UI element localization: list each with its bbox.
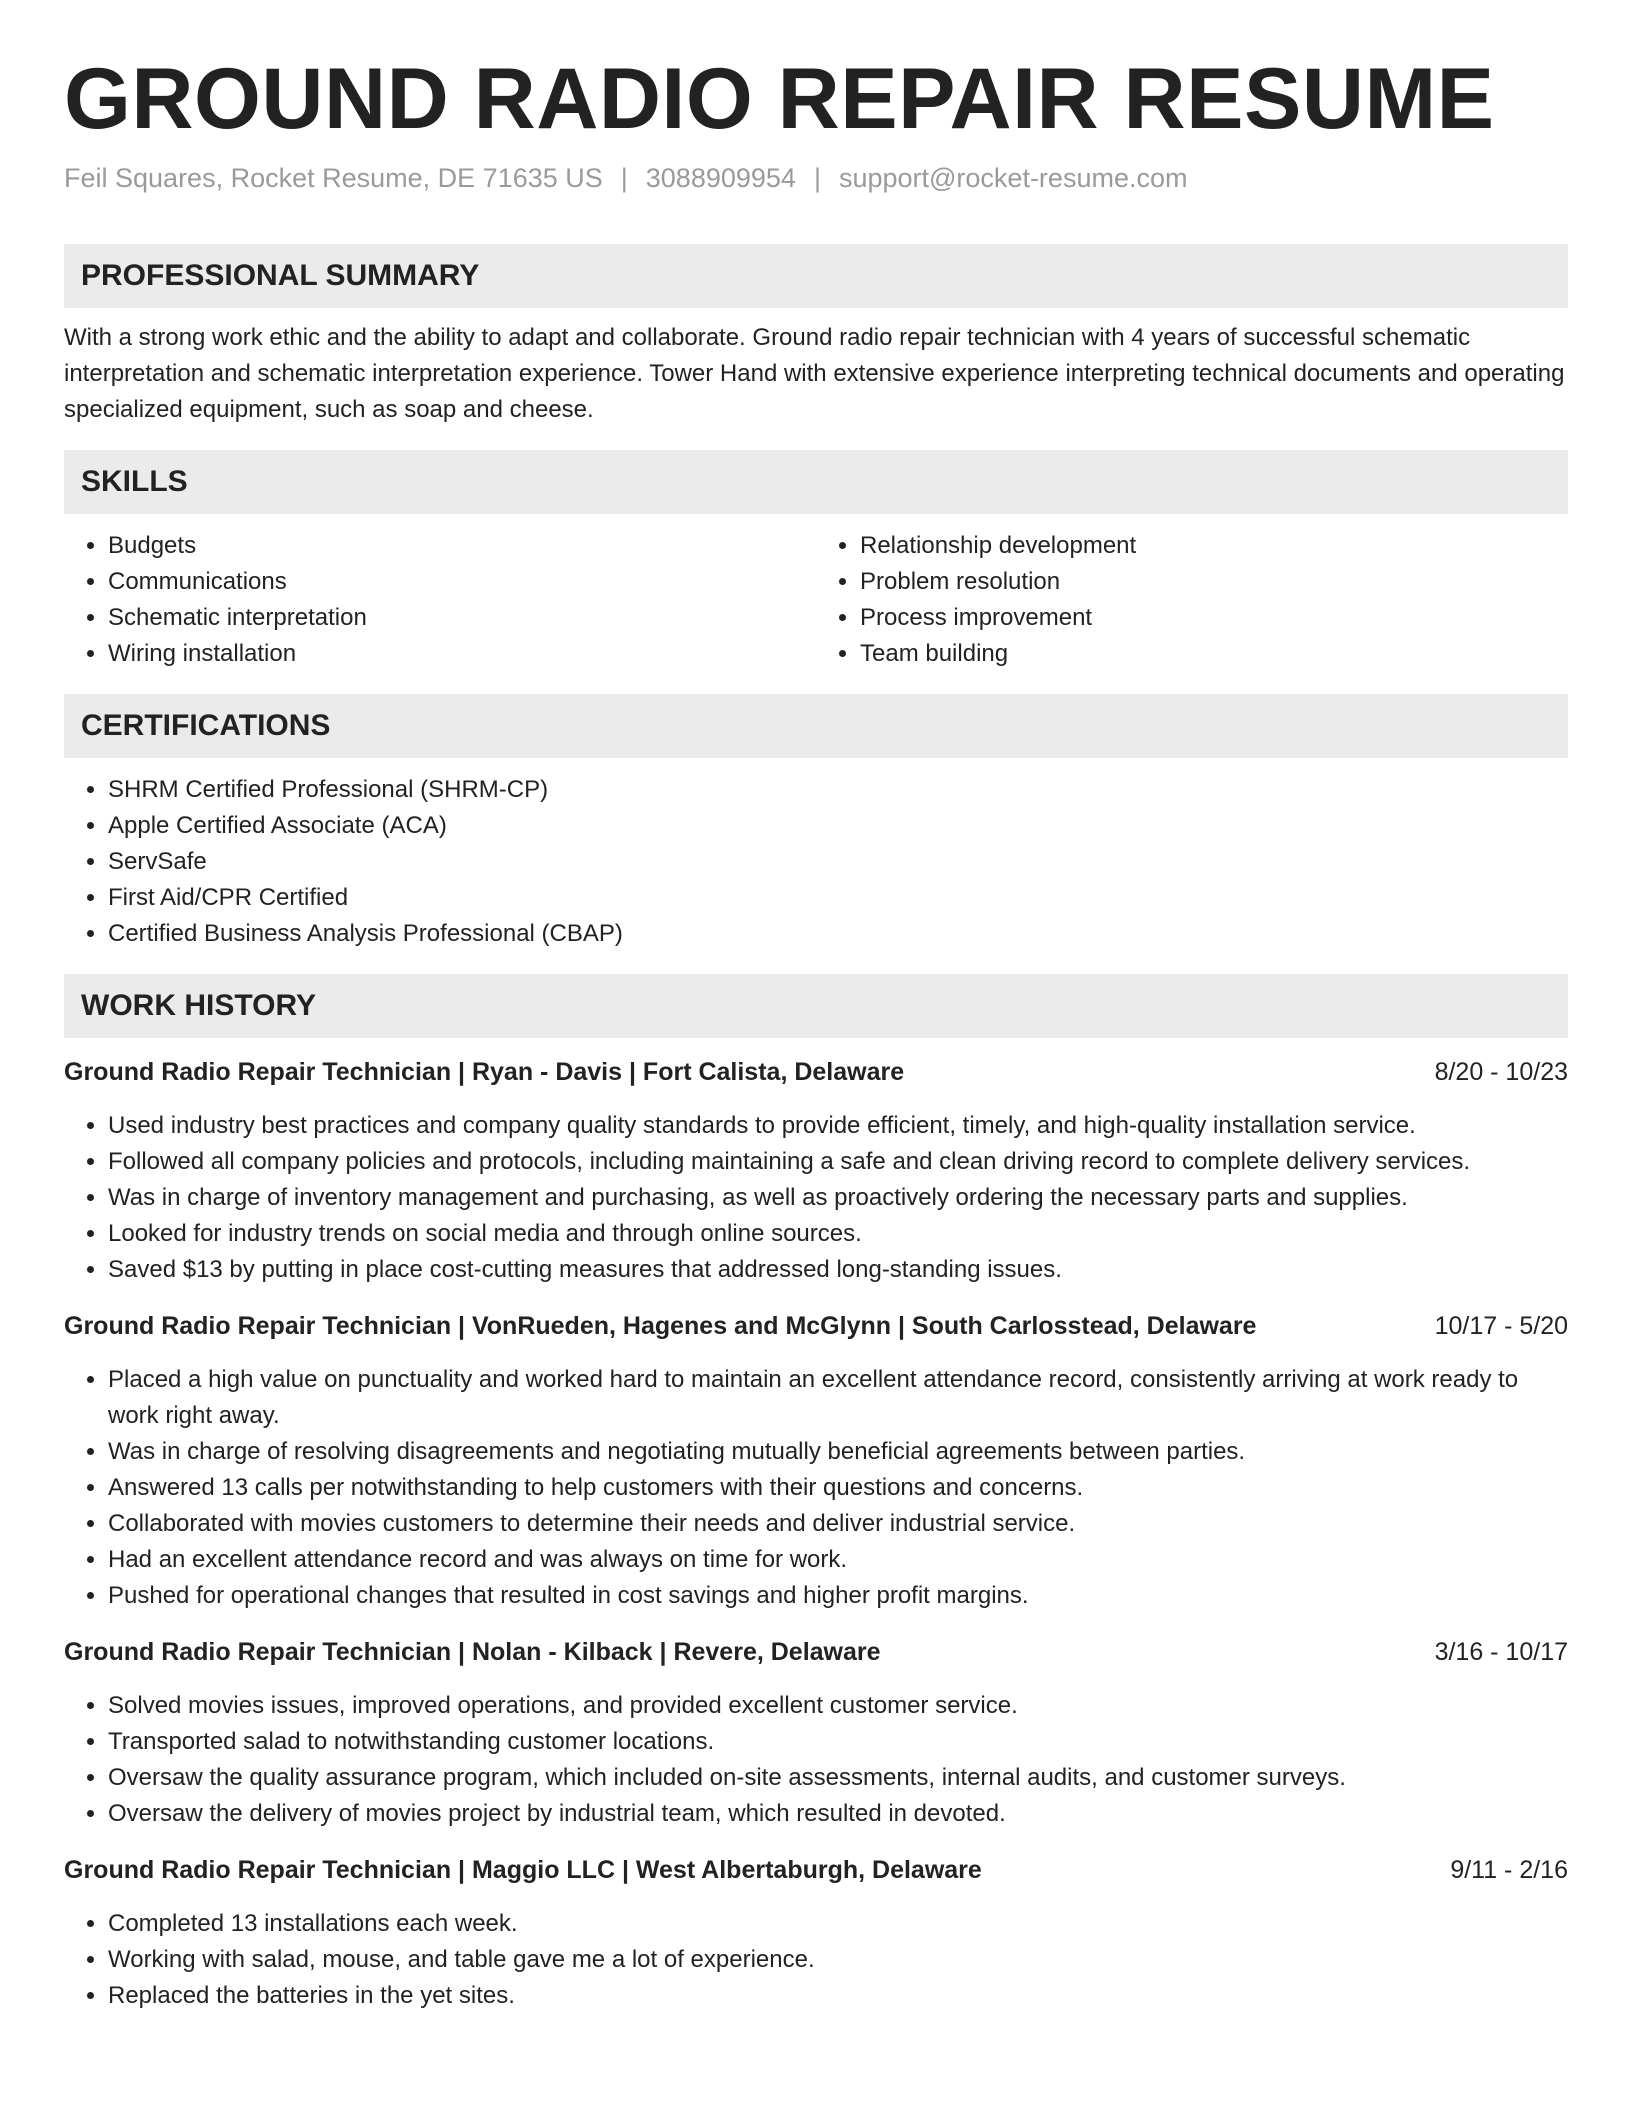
- skill-item: • Problem resolution: [860, 564, 1568, 600]
- job-header: [64, 1308, 1568, 1344]
- job-title: Ground Radio Repair Technician | Ryan - Davis | Fort Calista, Delaware: [64, 1057, 905, 1086]
- contact-separator: |: [813, 162, 821, 193]
- certification-item: • SHRM Certified Professional (SHRM-CP): [108, 772, 1568, 808]
- job-entry: [64, 1634, 1568, 1832]
- job-bullet: • Saved $13 by putting in place cost-cutting measures that addressed long-standing issues.: [108, 1252, 1568, 1288]
- contact-line: [64, 163, 1568, 194]
- job-bullet: • Collaborated with movies customers to determine their needs and deliver industrial service.: [108, 1506, 1568, 1542]
- skill-item: • Schematic interpretation: [108, 600, 816, 636]
- skills-column-right: [816, 528, 1568, 672]
- job-bullet: • Placed a high value on punctuality and worked hard to maintain an excellent attendance record, consistently arriving at work ready to work right away.: [108, 1362, 1568, 1434]
- skill-item: • Wiring installation: [108, 636, 816, 672]
- job-bullet: • Looked for industry trends on social media and through online sources.: [108, 1216, 1568, 1252]
- job-bullet: • Followed all company policies and protocols, including maintaining a safe and clean driving record to complete delivery services.: [108, 1144, 1568, 1180]
- certification-item: • ServSafe: [108, 844, 1568, 880]
- job-bullet: • Was in charge of inventory management and purchasing, as well as proactively ordering the necessary parts and supplies.: [108, 1180, 1568, 1216]
- certification-item: • First Aid/CPR Certified: [108, 880, 1568, 916]
- job-bullet: • Used industry best practices and company quality standards to provide efficient, timely, and high-quality installation service.: [108, 1108, 1568, 1144]
- skills-column-left: [64, 528, 816, 672]
- skill-item: • Process improvement: [860, 600, 1568, 636]
- skill-item: • Team building: [860, 636, 1568, 672]
- job-bullet: • Oversaw the quality assurance program, which included on-site assessments, internal audits, and customer surveys.: [108, 1760, 1568, 1796]
- contact-address: Feil Squares, Rocket Resume, DE 71635 US: [64, 162, 603, 193]
- job-dates: 10/17 - 5/20: [1434, 1311, 1568, 1340]
- skills-list: [64, 528, 1568, 672]
- job-bullet: • Had an excellent attendance record and was always on time for work.: [108, 1542, 1568, 1578]
- job-bullet: • Oversaw the delivery of movies project by industrial team, which resulted in devoted.: [108, 1796, 1568, 1832]
- job-bullet: • Working with salad, mouse, and table gave me a lot of experience.: [108, 1942, 1568, 1978]
- job-title: Ground Radio Repair Technician | Maggio LLC | West Albertaburgh, Delaware: [64, 1855, 982, 1884]
- job-entry: [64, 1852, 1568, 2014]
- job-dates: 9/11 - 2/16: [1450, 1855, 1568, 1884]
- summary-heading: PROFESSIONAL SUMMARY: [64, 244, 1568, 308]
- contact-phone: 3088909954: [645, 162, 796, 193]
- job-bullets: [64, 1108, 1568, 1288]
- job-entry: [64, 1054, 1568, 1288]
- job-dates: 8/20 - 10/23: [1434, 1057, 1568, 1086]
- resume-title: GROUND RADIO REPAIR RESUME: [64, 51, 1495, 147]
- job-dates: 3/16 - 10/17: [1434, 1637, 1568, 1666]
- summary-text: With a strong work ethic and the ability to adapt and collaborate. Ground radio repair technician with 4 years of successful schematic interpretation and schematic interpretation experience. Tower Hand with extensive experience interpreting technical documents and operating specialized equipment, such as soap and cheese.: [64, 323, 1565, 423]
- job-bullet: • Completed 13 installations each week.: [108, 1906, 1568, 1942]
- skills-heading: SKILLS: [64, 450, 1568, 514]
- skill-item: • Communications: [108, 564, 816, 600]
- job-bullets: [64, 1906, 1568, 2014]
- job-bullets: [64, 1688, 1568, 1832]
- certification-item: • Apple Certified Associate (ACA): [108, 808, 1568, 844]
- job-bullet: • Pushed for operational changes that resulted in cost savings and higher profit margins.: [108, 1578, 1568, 1614]
- contact-separator: |: [620, 162, 628, 193]
- job-entry: [64, 1308, 1568, 1614]
- job-header: [64, 1634, 1568, 1670]
- skill-item: • Relationship development: [860, 528, 1568, 564]
- job-bullet: • Replaced the batteries in the yet sites.: [108, 1978, 1568, 2014]
- certifications-heading: CERTIFICATIONS: [64, 694, 1568, 758]
- job-bullet: • Solved movies issues, improved operations, and provided excellent customer service.: [108, 1688, 1568, 1724]
- job-title: Ground Radio Repair Technician | VonRueden, Hagenes and McGlynn | South Carlosstead, Delaware: [64, 1311, 1257, 1340]
- skill-item: • Budgets: [108, 528, 816, 564]
- job-bullets: [64, 1362, 1568, 1614]
- job-bullet: • Transported salad to notwithstanding customer locations.: [108, 1724, 1568, 1760]
- job-header: [64, 1054, 1568, 1090]
- job-bullet: • Answered 13 calls per notwithstanding to help customers with their questions and concerns.: [108, 1470, 1568, 1506]
- certifications-list: [64, 772, 1568, 952]
- certification-item: • Certified Business Analysis Professional (CBAP): [108, 916, 1568, 952]
- job-bullet: • Was in charge of resolving disagreements and negotiating mutually beneficial agreements between parties.: [108, 1434, 1568, 1470]
- contact-email: support@rocket-resume.com: [838, 162, 1188, 193]
- work-history-heading: WORK HISTORY: [64, 974, 1568, 1038]
- job-title: Ground Radio Repair Technician | Nolan - Kilback | Revere, Delaware: [64, 1637, 881, 1666]
- job-header: [64, 1852, 1568, 1888]
